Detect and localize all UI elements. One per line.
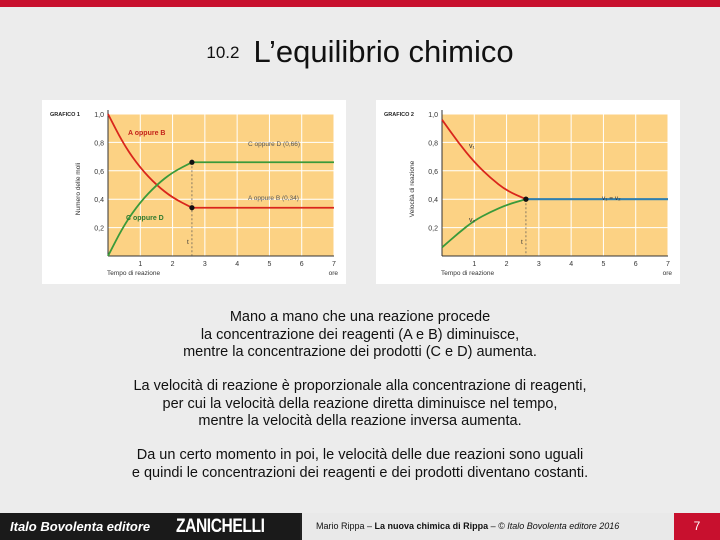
paragraph-equilibrium: Da un certo momento in poi, le velocità delle due reazioni sono uguali e quindi le concentrazioni dei reagenti e dei prodotti diventano costanti. [131,447,589,481]
y-axis-label: Velocità di reazione [409,160,416,218]
v2-label: v₂ [469,217,476,224]
t-label: t [186,239,189,246]
x-tick-label: 3 [536,261,541,268]
y-tick-label: 0,6 [94,168,104,176]
y-tick-label: 1,0 [428,112,438,119]
x-tick-label: 2 [170,261,175,268]
y-tick-label: 0,4 [94,197,104,205]
brand-bovolenta: Italo Bovolenta editore [10,519,151,534]
section-number: 10.2 [206,43,240,62]
x-unit-label: ore [662,270,672,277]
graph-1-svg [42,100,346,284]
page-number-box [674,513,720,540]
y-tick-label: 0,2 [94,225,104,233]
equilibrium-point [189,160,194,165]
x-tick-label: 1 [472,261,477,268]
x-tick-label: 5 [601,261,606,268]
footer-credit-area [302,513,674,540]
y-tick-label: 0,8 [428,140,438,148]
page-title: L’equilibrio chimico [253,34,514,69]
v1-label: v₁ [469,143,475,150]
plateau-cd-label: C oppure D (0,66) [248,141,301,148]
x-tick-label: 6 [633,261,638,268]
credit-book: La nuova chimica di Rippa [374,521,489,531]
graph-2-svg [376,100,680,284]
y-tick-label: 0,4 [428,197,438,205]
brand-zanichelli-logo: ZANICHELLI [176,516,265,537]
plot-area [442,114,668,256]
footer-credit [316,521,619,531]
x-tick-label: 3 [202,261,207,268]
x-tick-label: 2 [504,261,509,268]
slide-title [0,34,720,70]
plateau-ab-label: A oppure B (0,34) [248,195,299,202]
x-tick-label: 4 [569,261,574,268]
y-tick-label: 0,2 [428,225,438,233]
y-tick-label: 0,8 [94,140,104,148]
graph-1 [42,100,346,284]
footer-brand-area [0,513,300,540]
graph-label: GRAFICO 2 [384,112,414,118]
graph-label: GRAFICO 1 [50,112,80,118]
x-unit-label: ore [328,270,338,277]
x-tick-label: 5 [267,261,272,268]
curve-a-label: A oppure B [128,130,166,137]
x-tick-label: 7 [332,261,336,268]
x-tick-label: 1 [138,261,143,268]
x-axis-label: Tempo di reazione [441,270,495,277]
equilibrium-point [523,197,528,202]
credit-copyright: – © Italo Bovolenta editore 2016 [490,521,620,531]
x-tick-label: 7 [666,261,670,268]
graph-2 [376,100,680,284]
t-label: t [520,239,523,246]
y-axis-label: Numero delle moli [75,162,82,216]
page-number: 7 [693,519,701,533]
footer [0,513,720,540]
paragraph-rate: La velocità di reazione è proporzionale alla concentrazione di reagenti, per cui la velocità della reazione diretta diminuisce nel tempo, mentre la velocità della reazione inversa aumenta. [133,378,587,429]
equal-rate-label: v₁ = v₂ [602,195,621,202]
x-axis-label: Tempo di reazione [107,270,161,277]
credit-author: Mario Rippa – [316,521,373,531]
paragraph-concentration: Mano a mano che una reazione procede la concentrazione dei reagenti (A e B) diminuisce, mentre la concentrazione dei prodotti (C e D) aumenta. [183,309,537,360]
equilibrium-point [189,205,194,210]
x-tick-label: 4 [235,261,240,268]
x-tick-label: 6 [299,261,304,268]
top-accent-bar [0,0,720,7]
y-tick-label: 0,6 [428,168,438,176]
y-tick-label: 1,0 [94,112,104,119]
curve-c-label: C oppure D [126,215,164,222]
